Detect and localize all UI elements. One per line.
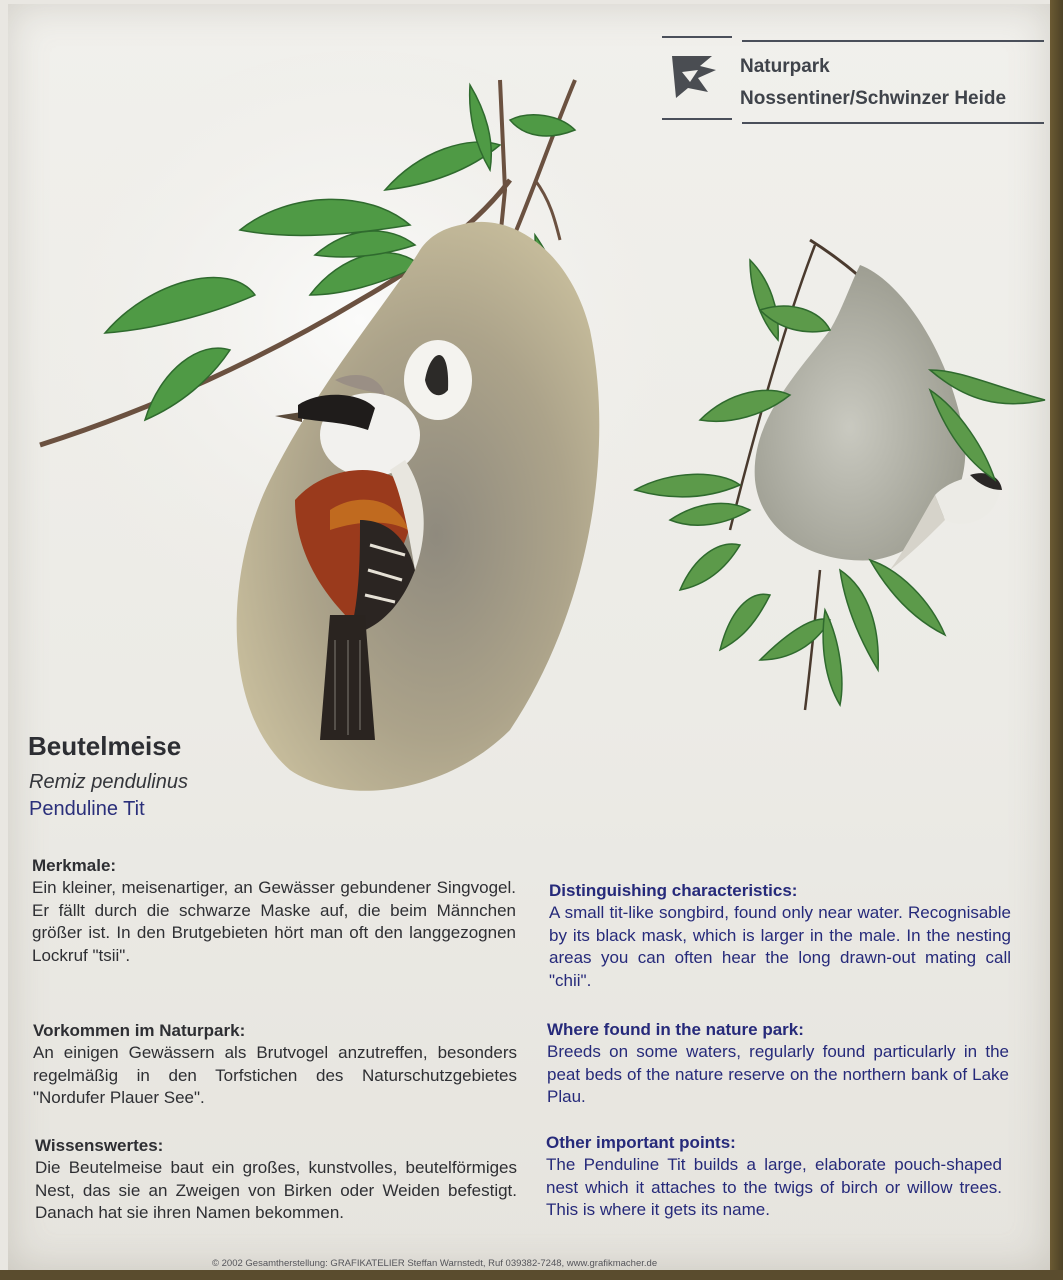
section-heading: Merkmale: xyxy=(32,856,117,875)
penduline-tit-illustration xyxy=(30,50,1055,820)
english-section-other xyxy=(546,1132,1002,1222)
park-name-line2: Nossentiner/Schwinzer Heide xyxy=(740,88,1007,109)
wooden-frame-bottom xyxy=(0,1270,1063,1280)
section-text: Ein kleiner, meisenartiger, an Gewässer gebundener Singvogel. Er fällt durch die schwarze Maske auf, die beim Männchen größer ist. In den Brutgebieten hört man oft den langgezognen Lockruf "tsii". xyxy=(32,878,516,965)
section-heading: Distinguishing characteristics: xyxy=(549,881,798,900)
german-section-features xyxy=(32,855,516,967)
section-heading: Vorkommen im Naturpark: xyxy=(33,1021,246,1040)
species-german-name: Beutelmeise xyxy=(28,731,182,761)
logo-rule xyxy=(742,40,1044,42)
copyright-footer: © 2002 Gesamtherstellung: GRAFIKATELIER Steffan Warnstedt, Ruf 039382-7248, www.grafikmacher.de xyxy=(212,1258,658,1269)
german-section-occurrence xyxy=(33,1020,517,1110)
section-text: An einigen Gewässern als Brutvogel anzutreffen, besonders regelmäßig in den Torfstichen des Naturschutzgebietes "Nordufer Plauer See". xyxy=(33,1043,517,1107)
section-text: A small tit-like songbird, found only near water. Recognisable by its black mask, which is larger in the male. In the nesting areas you can often hear the long drawn-out mating call "chii". xyxy=(549,903,1011,990)
german-section-facts xyxy=(35,1135,517,1225)
section-text: Breeds on some waters, regularly found particularly in the peat beds of the nature reserve on the northern bank of Lake Plau. xyxy=(547,1042,1009,1106)
species-english-name: Penduline Tit xyxy=(29,798,145,820)
section-heading: Other important points: xyxy=(546,1133,736,1152)
species-latin-name: Remiz pendulinus xyxy=(29,771,188,793)
section-text: Die Beutelmeise baut ein großes, kunstvolles, beutelförmiges Nest, das sie an Zweigen von Birken oder Weiden befestigt. Danach hat sie ihren Namen bekommen. xyxy=(35,1158,517,1222)
section-heading: Where found in the nature park: xyxy=(547,1020,804,1039)
english-section-location xyxy=(547,1019,1009,1109)
logo-rule xyxy=(662,36,732,38)
english-section-characteristics xyxy=(549,880,1011,992)
section-text: The Penduline Tit builds a large, elaborate pouch-shaped nest which it attaches to the twigs of birch or willow trees. This is where it gets its name. xyxy=(546,1155,1002,1219)
park-name-line1: Naturpark xyxy=(740,56,830,77)
section-heading: Wissenswertes: xyxy=(35,1136,164,1155)
